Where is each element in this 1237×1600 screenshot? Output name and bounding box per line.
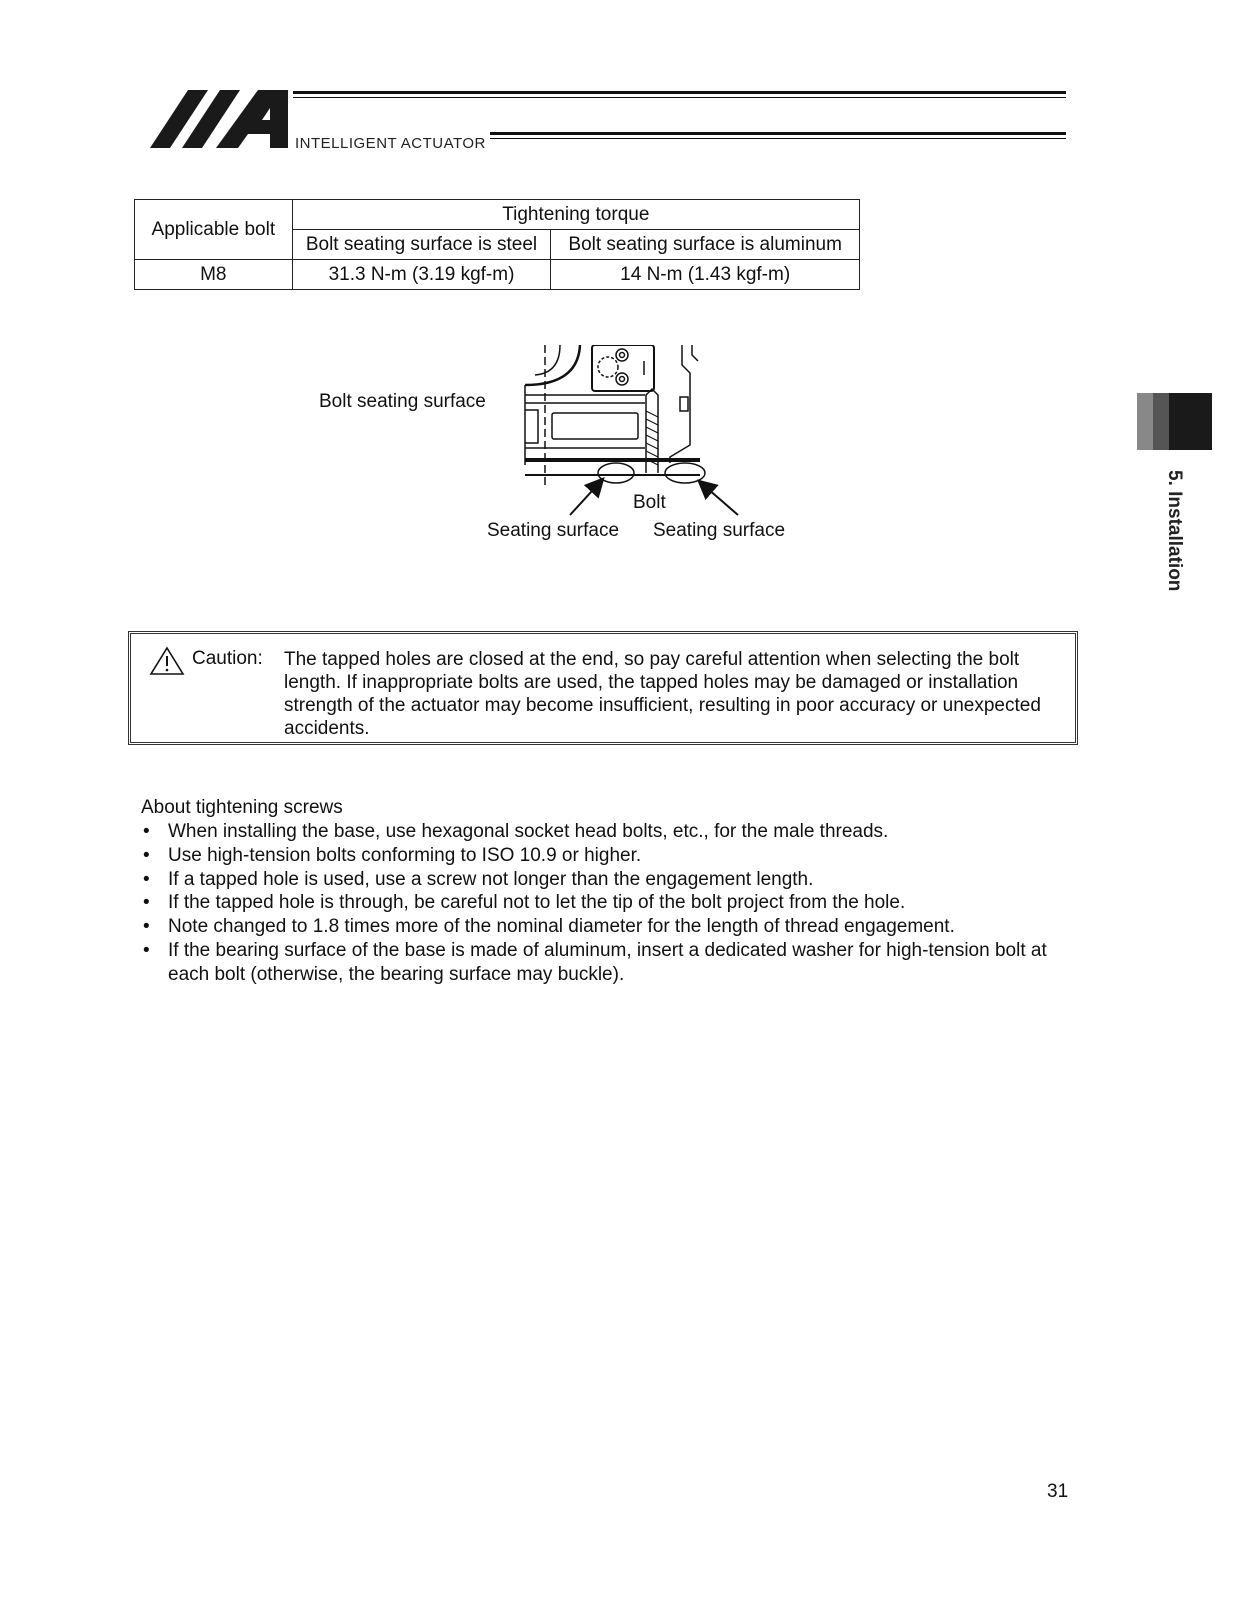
caution-text: The tapped holes are closed at the end, so pay careful attention when selecting the bolt length. If inappropriate bolts are used, the tapped holes may be damaged or installation strength of the actuator may become insufficient, resulting in poor accuracy or unexpected accidents. bbox=[284, 649, 1041, 739]
table-row bbox=[135, 260, 860, 290]
applicable-bolt-header: Applicable bolt bbox=[135, 200, 293, 260]
steel-seating-header: Bolt seating surface is steel bbox=[292, 230, 551, 260]
list-item: • If the tapped hole is through, be careful not to let the tip of the bolt project from the hole. bbox=[141, 891, 1081, 915]
list-item: • Note changed to 1.8 times more of the nominal diameter for the length of thread engagement. bbox=[141, 915, 1081, 939]
tightening-torque-header: Tightening torque bbox=[292, 200, 859, 230]
iai-logo bbox=[150, 90, 290, 150]
list-item: • Use high-tension bolts conforming to ISO 10.9 or higher. bbox=[141, 844, 1081, 868]
list-item: • If the bearing surface of the base is made of aluminum, insert a dedicated washer for high-tension bolt at each bolt (otherwise, the bearing surface may buckle). bbox=[141, 939, 1081, 987]
bolt-label: Bolt bbox=[633, 492, 666, 513]
tightening-torque-table bbox=[134, 199, 860, 290]
bolt-seating-surface-label: Bolt seating surface bbox=[319, 391, 486, 412]
page-number: 31 bbox=[1047, 1481, 1069, 1502]
list-item: • When installing the base, use hexagonal socket head bolts, etc., for the male threads. bbox=[141, 820, 1081, 844]
header-rule-bottom-2 bbox=[490, 138, 1066, 139]
warning-icon bbox=[149, 646, 185, 676]
bolt-size-cell: M8 bbox=[135, 260, 293, 290]
section-label: 5. Installation bbox=[1164, 470, 1185, 592]
section-tab-marker bbox=[1137, 393, 1212, 450]
header-rule-top-1 bbox=[293, 91, 1066, 94]
aluminum-torque-cell: 14 N-m (1.43 kgf-m) bbox=[551, 260, 860, 290]
header-rule-top-2 bbox=[293, 97, 1066, 98]
seating-surface-right-label: Seating surface bbox=[653, 520, 786, 541]
list-item: • If a tapped hole is used, use a screw not longer than the engagement length. bbox=[141, 868, 1081, 892]
tightening-list bbox=[141, 820, 1081, 987]
seating-surface-left-label: Seating surface bbox=[487, 520, 620, 541]
caution-box bbox=[128, 631, 1078, 745]
brand-name: INTELLIGENT ACTUATOR bbox=[295, 135, 486, 152]
header-rule-bottom-1 bbox=[490, 132, 1066, 135]
caution-label: Caution: bbox=[192, 648, 263, 669]
aluminum-seating-header: Bolt seating surface is aluminum bbox=[551, 230, 860, 260]
steel-torque-cell: 31.3 N-m (3.19 kgf-m) bbox=[292, 260, 551, 290]
tightening-heading: About tightening screws bbox=[141, 797, 343, 818]
